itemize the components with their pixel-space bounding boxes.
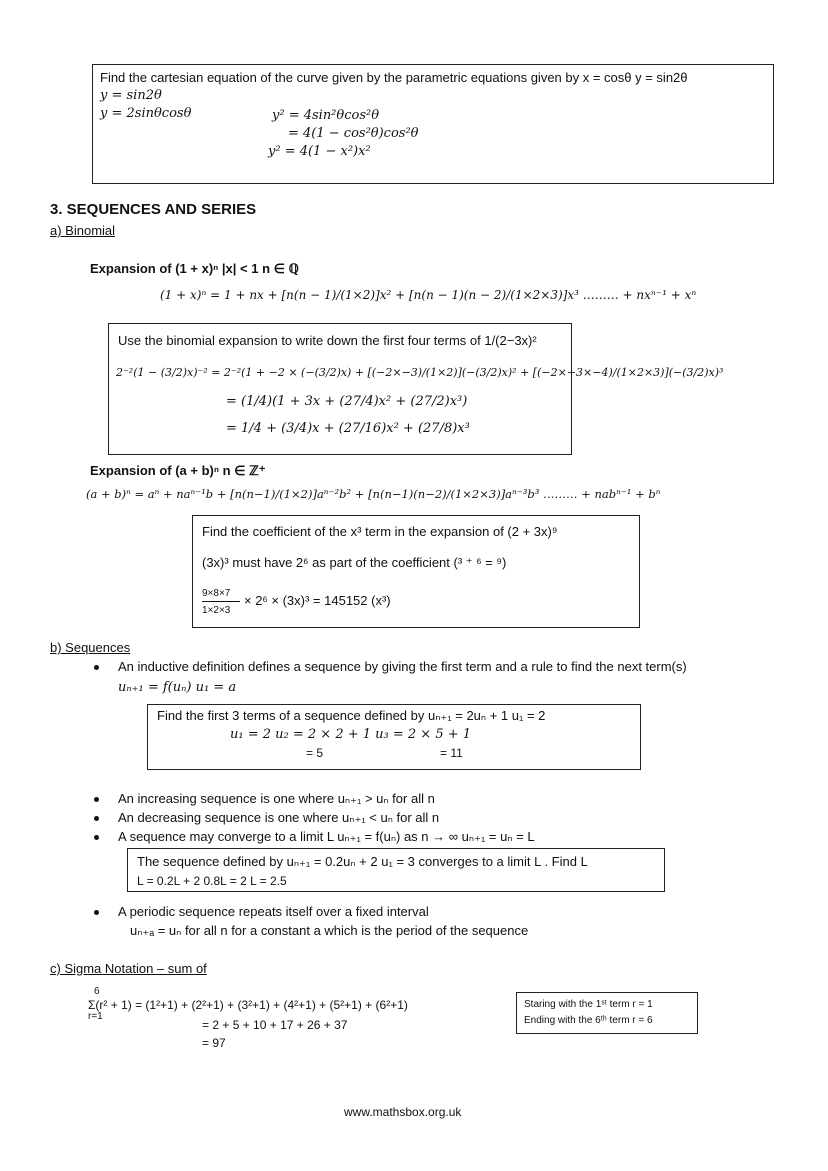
subsection-sequences: b) Sequences (50, 640, 131, 655)
bullet-dot (94, 835, 99, 840)
sigma-total: = 97 (202, 1036, 226, 1050)
sigma-values: = 2 + 5 + 10 + 17 + 26 + 37 (202, 1018, 348, 1032)
subsection-sigma: c) Sigma Notation – sum of (50, 961, 207, 976)
expansion-1-title: Expansion of (1 + x)ⁿ |x| < 1 n ∈ ℚ (90, 261, 299, 276)
binomial-work-1: 2⁻²(1 − (3/2)x)⁻² = 2⁻²(1 + −2 × (−(3/2)x) + [(−2×−3)/(1×2)](−(3/2)x)² + [(−2×−3×−4)/(1×2×3)](−(3/2)x)³ (116, 366, 724, 379)
expansion-2-title: Expansion of (a + b)ⁿ n ∈ ℤ⁺ (90, 463, 266, 478)
decreasing-text: An decreasing sequence is one where uₙ₊₁ < uₙ for all n (118, 810, 440, 825)
sequence-question: Find the first 3 terms of a sequence defined by uₙ₊₁ = 2uₙ + 1 u₁ = 2 (157, 708, 546, 723)
parametric-work-3: y² = 4(1 − x²)x² (268, 144, 371, 159)
inductive-definition: An inductive definition defines a sequence by giving the first term and a rule to find the next term(s) (118, 659, 687, 674)
sigma-note-end: Ending with the 6ᵗʰ term r = 6 (524, 1015, 653, 1026)
sequence-term-3-value: = 11 (440, 746, 463, 760)
parametric-work-2: = 4(1 − cos²θ)cos²θ (288, 126, 419, 141)
decreasing-definition (118, 810, 439, 826)
parametric-question: Find the cartesian equation of the curve given by the parametric equations given by x = cosθ y = sin2θ (100, 70, 688, 85)
bullet-dot (94, 910, 99, 915)
binomial-work-3: = 1/4 + (3/4)x + (27/16)x² + (27/8)x³ (226, 421, 470, 436)
coefficient-fraction-denominator: 1×2×3 (202, 605, 231, 616)
footer-url: www.mathsbox.org.uk (344, 1105, 462, 1119)
coefficient-fraction-numerator: 9×8×7 (202, 588, 231, 599)
parametric-line-1: y = sin2θ (100, 88, 162, 103)
expansion-1-formula: (1 + x)ⁿ = 1 + nx + [n(n − 1)/(1×2)]x² + [n(n − 1)(n − 2)/(1×2×3)]x³ ……… + nxⁿ⁻¹ + xⁿ (160, 288, 697, 302)
periodic-definition: A periodic sequence repeats itself over a fixed interval (118, 904, 429, 919)
periodic-equation: uₙ₊ₐ = uₙ for all n for a constant a which is the period of the sequence (130, 923, 529, 938)
section-title: 3. SEQUENCES AND SERIES (50, 201, 257, 218)
limit-definition: A sequence may converge to a limit L uₙ₊₁ = f(uₙ) as n → ∞ uₙ₊₁ = uₙ = L (118, 829, 535, 844)
coefficient-line-2: × 2⁶ × (3x)³ = 145152 (x³) (244, 593, 391, 608)
parametric-work-1: y² = 4sin²θcos²θ (272, 108, 380, 123)
bullet-dot (94, 665, 99, 670)
bullet-dot (94, 816, 99, 821)
sequence-terms: u₁ = 2 u₂ = 2 × 2 + 1 u₃ = 2 × 5 + 1 (230, 727, 472, 742)
sigma-expansion: Σ(r² + 1) = (1²+1) + (2²+1) + (3²+1) + (4²+1) + (5²+1) + (6²+1) (88, 998, 408, 1012)
bullet-dot (94, 797, 99, 802)
expansion-2-formula: (a + b)ⁿ = aⁿ + naⁿ⁻¹b + [n(n−1)/(1×2)]aⁿ⁻²b² + [n(n−1)(n−2)/(1×2×3)]aⁿ⁻³b³ ……… + nabⁿ⁻¹ + bⁿ (86, 487, 661, 501)
increasing-text: An increasing sequence is one where uₙ₊₁ > uₙ for all n (118, 791, 435, 806)
coefficient-fraction-bar (202, 601, 240, 602)
binomial-question: Use the binomial expansion to write down the first four terms of 1/(2−3x)² (118, 333, 537, 348)
subsection-binomial: a) Binomial (50, 223, 116, 238)
sigma-upper-limit: 6 (94, 986, 100, 997)
inductive-equation: uₙ₊₁ = f(uₙ) u₁ = a (118, 680, 237, 695)
sigma-note-start: Staring with the 1ˢᵗ term r = 1 (524, 999, 653, 1010)
sigma-lower-limit: r=1 (88, 1011, 103, 1022)
parametric-line-2: y = 2sinθcosθ (100, 106, 192, 121)
coefficient-line-1: (3x)³ must have 2⁶ as part of the coefficient (³ ⁺ ⁶ = ⁹) (202, 555, 507, 570)
limit-answer: L = 0.2L + 2 0.8L = 2 L = 2.5 (137, 874, 287, 888)
coefficient-question: Find the coefficient of the x³ term in the expansion of (2 + 3x)⁹ (202, 524, 558, 539)
increasing-definition (118, 791, 435, 807)
binomial-work-2: = (1/4)(1 + 3x + (27/4)x² + (27/2)x³) (226, 394, 468, 409)
limit-question: The sequence defined by uₙ₊₁ = 0.2uₙ + 2 u₁ = 3 converges to a limit L . Find L (137, 854, 588, 869)
sequence-term-2-value: = 5 (306, 746, 324, 760)
